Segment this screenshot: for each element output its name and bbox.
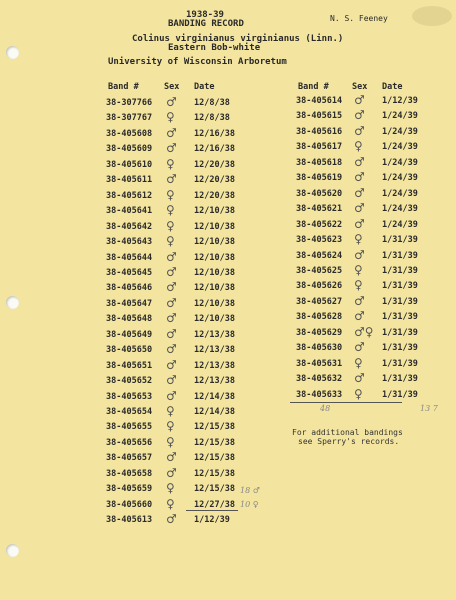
band-date: 1/24/39 [382, 173, 418, 184]
right-col-band-header: Band # [298, 82, 329, 92]
band-number: 38-405618 [296, 157, 343, 168]
band-number: 38-405647 [106, 298, 153, 309]
band-number: 38-405631 [296, 358, 343, 369]
band-date: 12/10/38 [194, 237, 235, 248]
band-number: 38-405625 [296, 265, 343, 276]
band-date: 12/13/38 [194, 329, 235, 340]
band-number: 38-405622 [296, 219, 343, 230]
band-number: 38-405644 [106, 252, 153, 263]
band-date: 1/31/39 [382, 343, 418, 354]
band-number: 38-405611 [106, 175, 153, 186]
band-number: 38-405653 [106, 391, 153, 402]
pencil-total-count: 48 [320, 404, 331, 413]
sex-symbol: ♀ [354, 386, 363, 401]
band-number: 38-405659 [106, 484, 153, 495]
band-number: 38-405613 [106, 515, 153, 526]
band-number: 38-405620 [296, 188, 343, 199]
sex-symbol: ♀ [166, 187, 175, 202]
sex-symbol: ♂ [354, 123, 365, 138]
band-number: 38-405615 [296, 111, 343, 122]
sex-symbol: ♂ [166, 125, 177, 140]
band-number: 38-405621 [296, 204, 343, 215]
record-title: BANDING RECORD [168, 19, 244, 29]
sex-symbol: ♀ [166, 218, 175, 233]
band-number: 38-405649 [106, 329, 153, 340]
sex-symbol: ♀ [166, 234, 175, 249]
band-number: 38-405629 [296, 327, 343, 338]
right-col-date-header: Date [382, 82, 403, 92]
sex-symbol: ♂ [166, 357, 177, 372]
band-number: 38-405658 [106, 468, 153, 479]
band-date: 1/24/39 [382, 219, 418, 230]
band-date: 12/20/38 [194, 159, 235, 170]
band-number: 38-405624 [296, 250, 343, 261]
band-date: 1/24/39 [382, 142, 418, 153]
sex-symbol: ♂ [166, 450, 177, 465]
band-date: 1/24/39 [382, 204, 418, 215]
sex-symbol: ♀ [354, 355, 363, 370]
band-number: 38-405641 [106, 206, 153, 217]
band-date: 1/31/39 [382, 281, 418, 292]
left-col-sex-header: Sex [164, 82, 180, 92]
sex-symbol: ♂ [166, 295, 177, 310]
pencil-right-tally: 13 7 [420, 404, 438, 413]
band-number: 38-405609 [106, 144, 153, 155]
band-date: 12/10/38 [194, 267, 235, 278]
sex-symbol: ♂ [354, 93, 365, 107]
punch-hole-bottom [6, 544, 19, 557]
band-date: 12/27/38 [194, 499, 235, 510]
sex-symbol: ♂ [354, 293, 365, 308]
record-year: 1938-39 [186, 10, 224, 20]
band-number: 38-405612 [106, 190, 153, 201]
band-number: 38-405654 [106, 407, 153, 417]
band-number: 38-405645 [106, 267, 153, 278]
sex-symbol: ♀ [166, 481, 175, 496]
band-date: 1/31/39 [382, 327, 418, 338]
band-number: 38-405648 [106, 314, 153, 325]
sex-symbol: ♂ [166, 342, 177, 357]
sex-symbol: ♀ [166, 496, 175, 511]
band-number: 38-405646 [106, 283, 153, 294]
sex-symbol: ♀ [354, 232, 363, 247]
species-latin: Colinus virginianus virginianus (Linn.) [132, 34, 344, 44]
band-date: 12/20/38 [194, 175, 235, 186]
sex-symbol: ♀ [354, 278, 363, 293]
sex-symbol: ♂ [166, 172, 177, 187]
band-date: 12/10/38 [194, 283, 235, 294]
sex-symbol: ♂ [354, 154, 365, 169]
band-date: 1/31/39 [382, 389, 418, 400]
band-date: 12/13/38 [194, 360, 235, 371]
footnote-line2: see Sperry's records. [298, 437, 400, 446]
sex-symbol: ♂ [166, 311, 177, 326]
sex-symbol: ♂ [166, 373, 177, 388]
right-col-sex-header: Sex [352, 82, 368, 92]
band-date: 12/10/38 [194, 252, 235, 263]
species-common: Eastern Bob-white [168, 43, 261, 53]
location: University of Wisconsin Arboretum [108, 57, 287, 67]
left-col-date-header: Date [194, 82, 215, 92]
sex-symbol: ♂ [354, 201, 365, 216]
band-date: 1/31/39 [382, 265, 418, 276]
band-date: 1/24/39 [382, 188, 418, 199]
sex-symbol: ♂ [354, 216, 365, 231]
footnote-line1: For additional bandings [292, 428, 403, 437]
band-number: 38-405660 [106, 499, 153, 510]
band-date: 1/31/39 [382, 250, 418, 261]
band-date: 12/13/38 [194, 345, 235, 356]
band-date: 12/8/38 [194, 113, 230, 124]
sex-symbol: ♀ [354, 139, 363, 154]
sex-symbol: ♀ [166, 110, 175, 125]
sex-symbol: ♂ [354, 108, 365, 123]
band-number: 38-405614 [296, 96, 343, 106]
band-number: 38-405642 [106, 221, 153, 232]
band-date: 1/31/39 [382, 296, 418, 307]
sex-symbol: ♀ [166, 203, 175, 218]
band-number: 38-405616 [296, 126, 343, 137]
sex-symbol: ♂ [166, 95, 177, 109]
band-date: 12/16/38 [194, 144, 235, 155]
band-date: 12/20/38 [194, 190, 235, 201]
band-number: 38-405626 [296, 281, 343, 292]
sex-symbol: ♂ [166, 388, 177, 403]
band-date: 12/13/38 [194, 376, 235, 387]
sex-symbol: ♂ [354, 247, 365, 262]
band-date: 1/24/39 [382, 111, 418, 122]
pencil-female-tally: 10 ♀ [240, 500, 259, 509]
band-date: 12/10/38 [194, 221, 235, 232]
band-date: 12/10/38 [194, 314, 235, 325]
sex-symbol: ♀ [166, 156, 175, 171]
sex-symbol: ♂ [166, 465, 177, 480]
observer-name: N. S. Feeney [330, 14, 388, 23]
band-date: 1/24/39 [382, 126, 418, 137]
punch-hole-top [6, 46, 19, 59]
sex-symbol: ♂ [354, 309, 365, 324]
band-number: 38-405610 [106, 159, 153, 170]
band-number: 38-405657 [106, 453, 153, 464]
band-number: 38-405632 [296, 374, 343, 385]
band-date: 12/16/38 [194, 128, 235, 139]
band-number: 38-307766 [106, 98, 153, 108]
band-number: 38-405619 [296, 173, 343, 184]
sex-symbol: ♀ [166, 434, 175, 449]
band-number: 38-405608 [106, 128, 153, 139]
sex-symbol: ♂ [166, 512, 177, 527]
sex-symbol: ♀ [166, 419, 175, 434]
band-number: 38-405643 [106, 237, 153, 248]
sex-symbol: ♂ [166, 326, 177, 341]
sex-symbol: ♂ [354, 371, 365, 386]
band-number: 38-405628 [296, 312, 343, 323]
band-date: 1/24/39 [382, 157, 418, 168]
sex-symbol: ♂ [354, 185, 365, 200]
band-number: 38-405633 [296, 389, 343, 400]
band-date: 12/15/38 [194, 453, 235, 464]
band-date: 12/8/38 [194, 98, 230, 108]
band-date: 12/14/38 [194, 407, 235, 417]
band-date: 12/14/38 [194, 391, 235, 402]
band-number: 38-405630 [296, 343, 343, 354]
band-date: 12/15/38 [194, 437, 235, 448]
sex-symbol: ♀ [354, 262, 363, 277]
band-date: 12/15/38 [194, 484, 235, 495]
sex-symbol: ♂ [166, 280, 177, 295]
sex-symbol: ♂ [166, 249, 177, 264]
left-col-band-header: Band # [108, 82, 139, 92]
pencil-male-tally: 18 ♂ [240, 486, 260, 495]
punch-hole-middle [6, 296, 19, 309]
band-number: 38-405617 [296, 142, 343, 153]
band-date: 1/12/39 [194, 515, 230, 526]
band-date: 1/12/39 [382, 96, 418, 106]
band-number: 38-405650 [106, 345, 153, 356]
band-number: 38-405652 [106, 376, 153, 387]
band-number: 38-405651 [106, 360, 153, 371]
band-date: 12/15/38 [194, 468, 235, 479]
sex-symbol: ♂ [166, 141, 177, 156]
band-number: 38-405655 [106, 422, 153, 433]
band-date: 12/10/38 [194, 206, 235, 217]
band-number: 38-307767 [106, 113, 153, 124]
band-date: 12/10/38 [194, 298, 235, 309]
band-date: 1/31/39 [382, 358, 418, 369]
band-number: 38-405627 [296, 296, 343, 307]
right-total-rule [290, 402, 402, 403]
sex-symbol: ♂♀ [354, 324, 374, 339]
band-date: 1/31/39 [382, 312, 418, 323]
band-date: 1/31/39 [382, 235, 418, 246]
band-number: 38-405623 [296, 235, 343, 246]
band-number: 38-405656 [106, 437, 153, 448]
left-total-rule [186, 510, 238, 511]
band-date: 12/15/38 [194, 422, 235, 433]
sex-symbol: ♂ [166, 264, 177, 279]
sex-symbol: ♂ [354, 340, 365, 355]
band-date: 1/31/39 [382, 374, 418, 385]
paper-stain [412, 6, 452, 26]
sex-symbol: ♂ [354, 170, 365, 185]
sex-symbol: ♀ [166, 404, 175, 418]
